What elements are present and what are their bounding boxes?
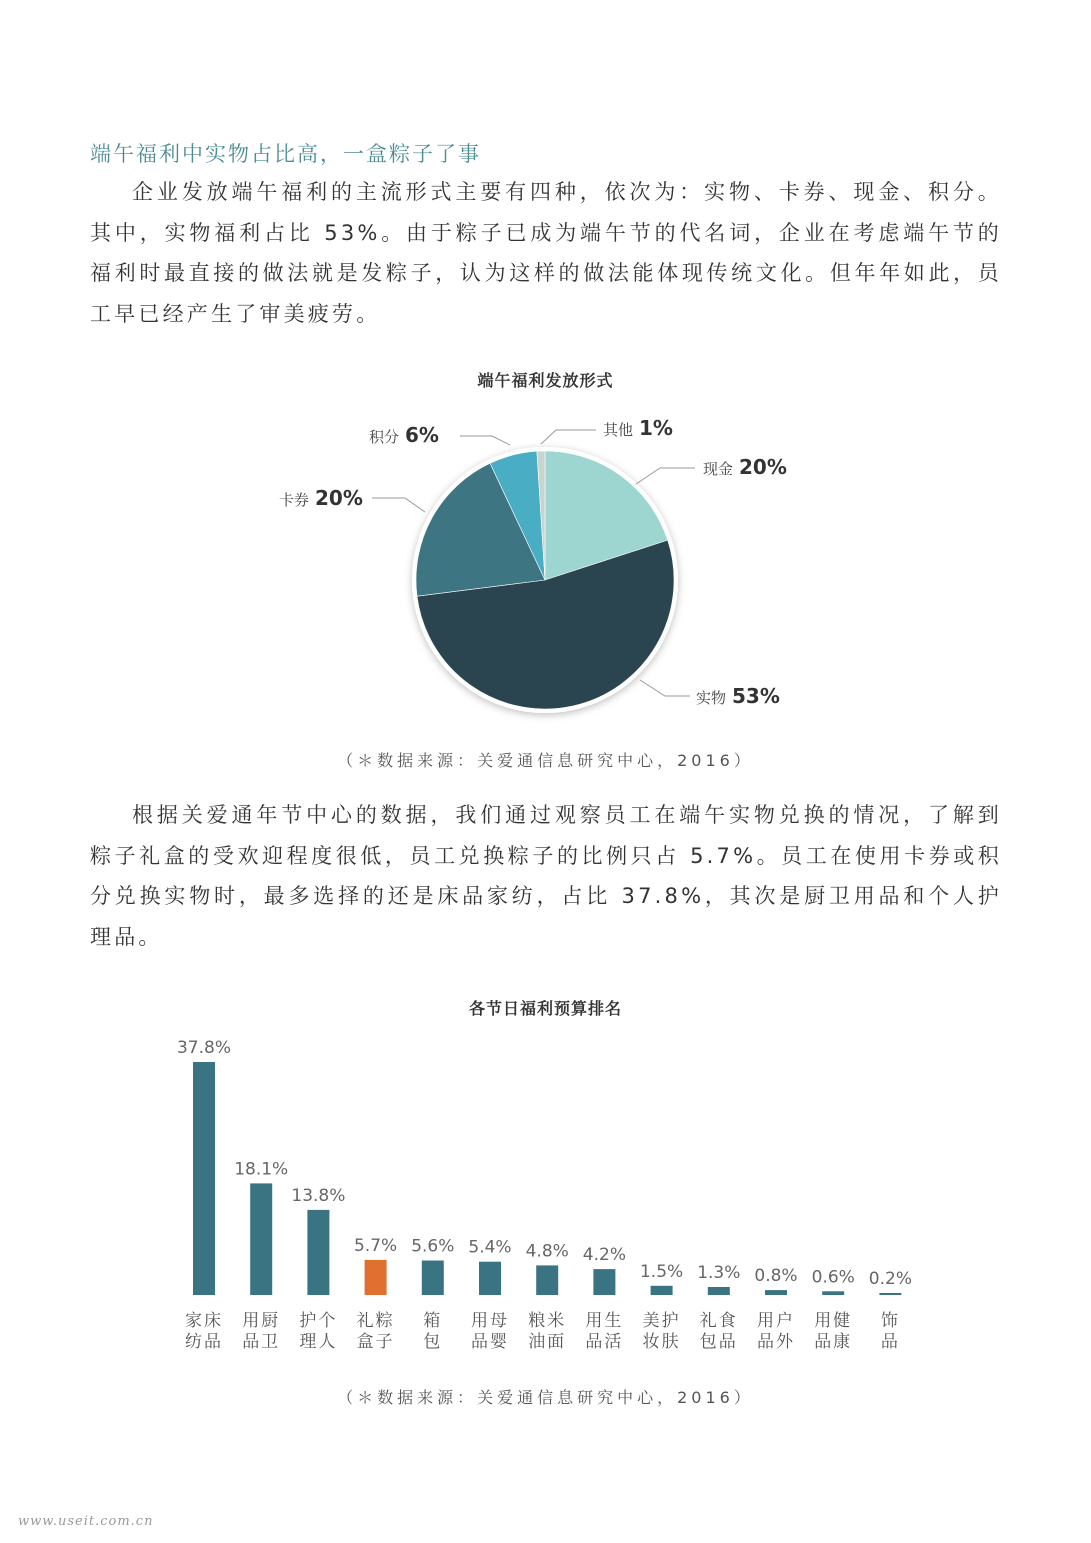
pie-label-kaquan [279,486,363,510]
bar-value-label-12: 0.2% [868,1269,913,1289]
bar-category-label-0-1: 纺品 [185,1332,223,1352]
pie-chart [0,400,1091,730]
bar-category-label-9-1: 包品 [699,1332,738,1352]
bar-category-label-12-0: 饰 [880,1311,900,1331]
pie-label-jifen [369,423,439,447]
bar-chart-title: 各节日福利预算排名 [468,999,622,1018]
leader-line-kaquan [372,498,425,512]
bar-chart [0,1025,1091,1360]
bar-category-label-3-1: 盒子 [356,1332,395,1352]
bar-category-label-3-0: 礼粽 [356,1311,395,1331]
bar-7 [593,1269,615,1295]
bar-category-label-1-1: 品卫 [242,1332,281,1352]
watermark: www.useit.com.cn [18,1514,154,1529]
pie-label-xianjin [703,455,787,479]
bar-category-label-7-0: 用生 [585,1311,624,1331]
leader-line-qita [541,430,596,444]
bar-10 [765,1290,787,1295]
bar-value-label-4: 5.6% [411,1236,455,1257]
pie-label-shiwu [696,684,780,708]
bar-category-label-8-1: 妆肤 [642,1332,681,1352]
bar-3 [365,1260,387,1295]
pie-label-shiwu-name: 实物 [696,689,727,707]
pie-label-kaquan-name: 卡券 [279,491,310,509]
bar-category-label-9-0: 礼食 [699,1311,738,1331]
bar-source-note: （＊数据来源：关爱通信息研究中心，2016） [337,1388,754,1407]
paragraph-2 [90,795,1002,957]
bar-category-label-8-0: 美护 [642,1311,681,1331]
bar-category-label-10-0: 用户 [757,1311,795,1331]
bar-6 [536,1265,558,1295]
bar-1 [250,1183,272,1295]
bar-value-label-1: 18.1% [234,1159,289,1180]
pie-chart-title: 端午福利发放形式 [477,371,614,390]
bar-category-label-6-0: 粮米 [528,1311,567,1331]
bar-12 [879,1293,901,1295]
pie-source-note: （＊数据来源：关爱通信息研究中心，2016） [337,751,754,770]
bar-category-label-1-0: 用厨 [242,1311,281,1331]
bar-value-label-10: 0.8% [754,1266,798,1287]
bar-5 [479,1262,501,1295]
bar-category-label-5-0: 用母 [471,1311,509,1331]
bar-category-label-0-0: 家床 [185,1311,223,1331]
bar-category-label-2-1: 理人 [299,1332,338,1352]
bar-value-label-6: 4.8% [525,1241,569,1262]
pie-label-shiwu-value: 53% [732,684,780,708]
bar-2 [307,1210,329,1295]
bar-value-label-2: 13.8% [291,1185,346,1206]
bar-9 [708,1287,730,1295]
bar-4 [422,1261,444,1296]
bar-category-label-12-1: 品 [880,1332,900,1352]
pie-label-qita-value: 1% [639,416,673,440]
bar-category-label-4-0: 箱 [423,1311,443,1331]
pie-label-xianjin-name: 现金 [703,460,734,478]
bar-category-label-2-0: 护个 [299,1311,338,1331]
leader-line-xianjin [636,468,695,484]
bar-category-label-11-1: 品康 [814,1332,853,1352]
bar-8 [651,1286,673,1295]
bar-value-label-8: 1.5% [639,1261,684,1282]
bar-category-label-4-1: 包 [423,1332,443,1352]
bar-0 [193,1062,215,1295]
bar-value-label-7: 4.2% [582,1245,627,1266]
pie-label-xianjin-value: 20% [739,455,787,479]
bar-category-label-5-1: 品婴 [471,1332,509,1352]
bar-category-label-7-1: 品活 [585,1332,624,1352]
bar-category-label-11-0: 用健 [814,1311,853,1331]
paragraph-2-text: 根据关爱通年节中心的数据，我们通过观察员工在端午实物兑换的情况，了解到粽子礼盒的受欢迎程度很低，员工兑换粽子的比例只占 5.7%。员工在使用卡券或积分兑换实物时，最多选择的还是床品家纺，占比 37.8%，其次是厨卫用品和个人护理品。 [90,803,1002,949]
pie-label-jifen-name: 积分 [369,428,400,446]
bar-value-label-3: 5.7% [353,1235,398,1256]
leader-line-shiwu [640,680,690,696]
paragraph-1-text: 企业发放端午福利的主流形式主要有四种，依次为：实物、卡券、现金、积分。其中，实物福利占比 53%。由于粽子已成为端午节的代名词，企业在考虑端午节的福利时最直接的做法就是发粽子，认为这样的做法能体现传统文化。但年年如此，员工早已经产生了审美疲劳。 [90,180,1002,326]
bar-category-label-6-1: 油面 [528,1332,567,1352]
pie-label-jifen-value: 6% [405,423,439,447]
bar-value-label-11: 0.6% [811,1267,855,1288]
bar-11 [822,1291,844,1295]
bar-value-label-5: 5.4% [468,1237,512,1258]
pie-label-qita-name: 其他 [603,421,634,439]
pie-label-kaquan-value: 20% [315,486,363,510]
bar-value-label-9: 1.3% [697,1263,741,1283]
bar-category-label-10-1: 品外 [757,1332,795,1352]
pie-label-qita [603,416,673,440]
bar-value-label-0: 37.8% [176,1038,232,1058]
paragraph-1 [90,172,1002,334]
section-title: 端午福利中实物占比高，一盒粽子了事 [90,142,481,166]
leader-line-jifen [460,436,510,445]
